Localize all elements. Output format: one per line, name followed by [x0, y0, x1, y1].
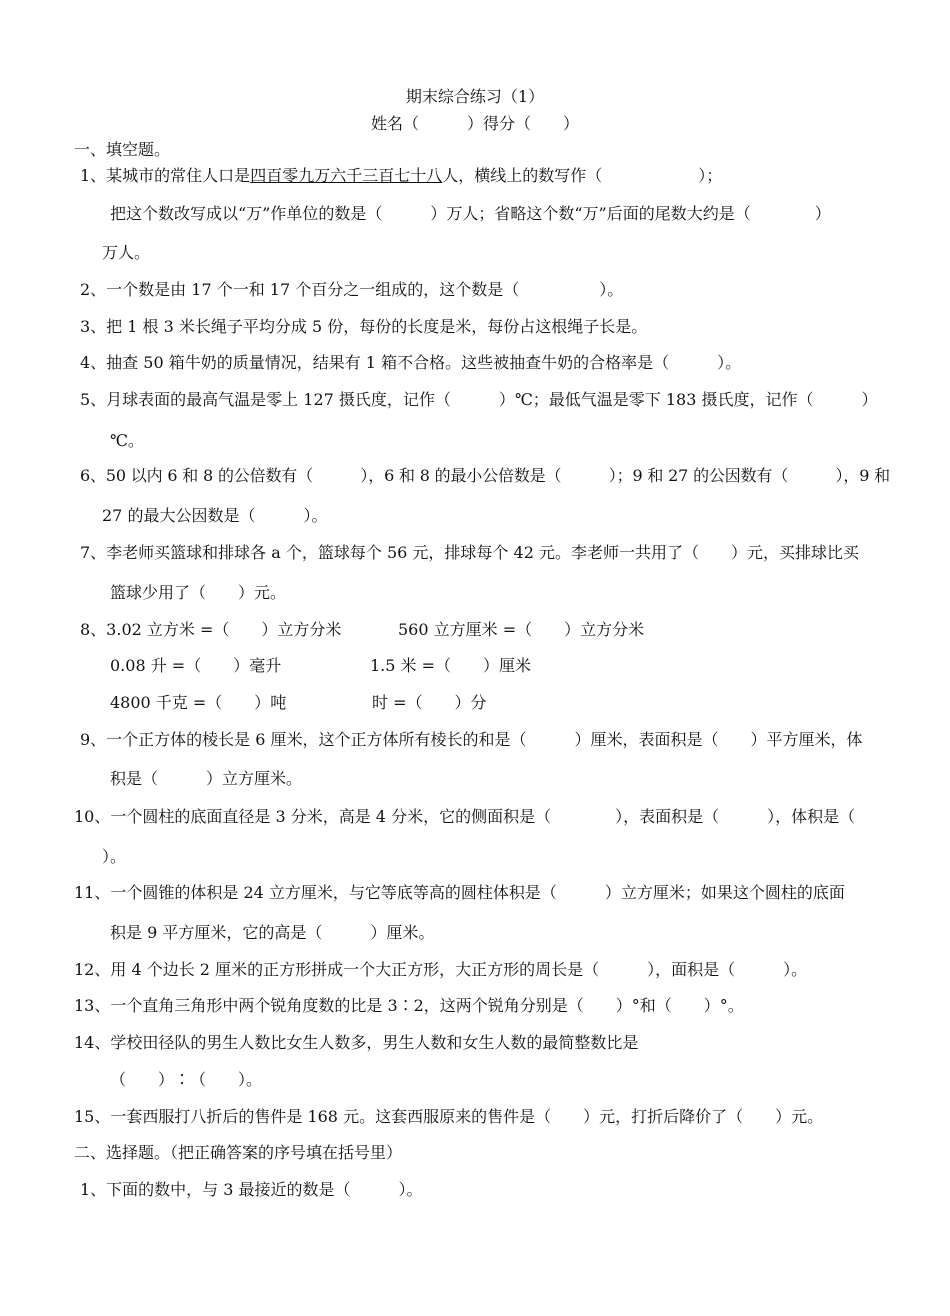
- question-8-item-f: 时 =（ ）分: [372, 693, 487, 712]
- page-title: 期末综合练习（1）: [405, 87, 545, 106]
- question-14-line-1: 14、学校田径队的男生人数比女生人数多，男生人数和女生人数的最简整数比是: [74, 1033, 639, 1052]
- question-15: 15、一套西服打八折后的售件是 168 元。这套西服原来的售件是（ ）元，打折后降价了（ ）元。: [74, 1107, 824, 1126]
- question-14-line-2: （ ）∶（ ）。: [110, 1070, 263, 1089]
- question-9-line-1: 9、一个正方体的棱长是 6 厘米，这个正方体所有棱长的和是（ ）厘米，表面积是（ ）平方厘米，体: [80, 730, 863, 749]
- question-6-line-1: 6、50 以内 6 和 8 的公倍数有（ ），6 和 8 的最小公倍数是（ ）；9 和 27 的公因数有（ ），9 和: [80, 466, 890, 485]
- question-13: 13、一个直角三角形中两个锐角度数的比是 3∶2，这两个锐角分别是（ ）°和（ ）°。: [74, 996, 744, 1015]
- question-5-line-1: 5、月球表面的最高气温是零上 127 摄氏度，记作（ ）℃；最低气温是零下 183 摄氏度，记作（ ）: [80, 390, 878, 409]
- question-10-line-1: 10、一个圆柱的底面直径是 3 分米，高是 4 分米，它的侧面积是（ ），表面积是（ ），体积是（: [74, 807, 856, 826]
- question-8-item-d: 1.5 米 =（ ）厘米: [370, 656, 532, 675]
- question-6-line-2: 27 的最大公因数是（ ）。: [102, 506, 328, 525]
- question-11-line-1: 11、一个圆锥的体积是 24 立方厘米，与它等底等高的圆柱体积是（ ）立方厘米；如果这个圆柱的底面: [74, 883, 845, 902]
- question-7-line-2: 篮球少用了（ ）元。: [110, 583, 287, 602]
- question-1-suffix: 人，横线上的数写作（ ）；: [442, 166, 723, 185]
- name-score-line: 姓名（ ）得分（ ）: [370, 114, 579, 133]
- question-8-item-a: 8、3.02 立方米 =（ ）立方分米: [80, 620, 342, 639]
- question-8-item-b: 560 立方厘米 =（ ）立方分米: [398, 620, 645, 639]
- question-1-line-3: 万人。: [102, 243, 151, 262]
- question-1-line-1: [80, 165, 722, 187]
- question-7-line-1: 7、李老师买篮球和排球各 a 个，篮球每个 56 元，排球每个 42 元。李老师一共用了（ ）元，买排球比买: [80, 543, 859, 562]
- question-5-line-2: ℃。: [110, 431, 144, 450]
- question-3: 3、把 1 根 3 米长绳子平均分成 5 份，每份的长度是米，每份占这根绳子长是。: [80, 317, 648, 336]
- question-9-line-2: 积是（ ）立方厘米。: [110, 769, 303, 788]
- question-8-item-e: 4800 千克 =（ ）吨: [110, 693, 287, 712]
- question-1-prefix: 1、某城市的常住人口是: [80, 166, 251, 185]
- question-10-line-2: ）。: [102, 847, 127, 866]
- question-2: 2、一个数是由 17 个一和 17 个百分之一组成的，这个数是（ ）。: [80, 280, 624, 299]
- question-12: 12、用 4 个边长 2 厘米的正方形拼成一个大正方形，大正方形的周长是（ ），面积是（ ）。: [74, 960, 808, 979]
- section-heading-multiple-choice: 二、选择题。（把正确答案的序号填在括号里）: [74, 1143, 403, 1162]
- question-11-line-2: 积是 9 平方厘米，它的高是（ ）厘米。: [110, 923, 435, 942]
- question-1-underlined-number: 四百零九万六千三百七十八: [250, 166, 443, 185]
- question-8-item-c: 0.08 升 =（ ）毫升: [110, 656, 282, 675]
- question-1-line-2: 把这个数改写成以“万”作单位的数是（ ）万人；省略这个数“万”后面的尾数大约是（ ）: [110, 204, 831, 223]
- choice-question-1: 1、下面的数中，与 3 最接近的数是（ ）。: [80, 1180, 423, 1199]
- question-4: 4、抽查 50 箱牛奶的质量情况，结果有 1 箱不合格。这些被抽查牛奶的合格率是（ ）。: [80, 353, 742, 372]
- section-heading-fill-blank: 一、填空题。: [74, 140, 171, 159]
